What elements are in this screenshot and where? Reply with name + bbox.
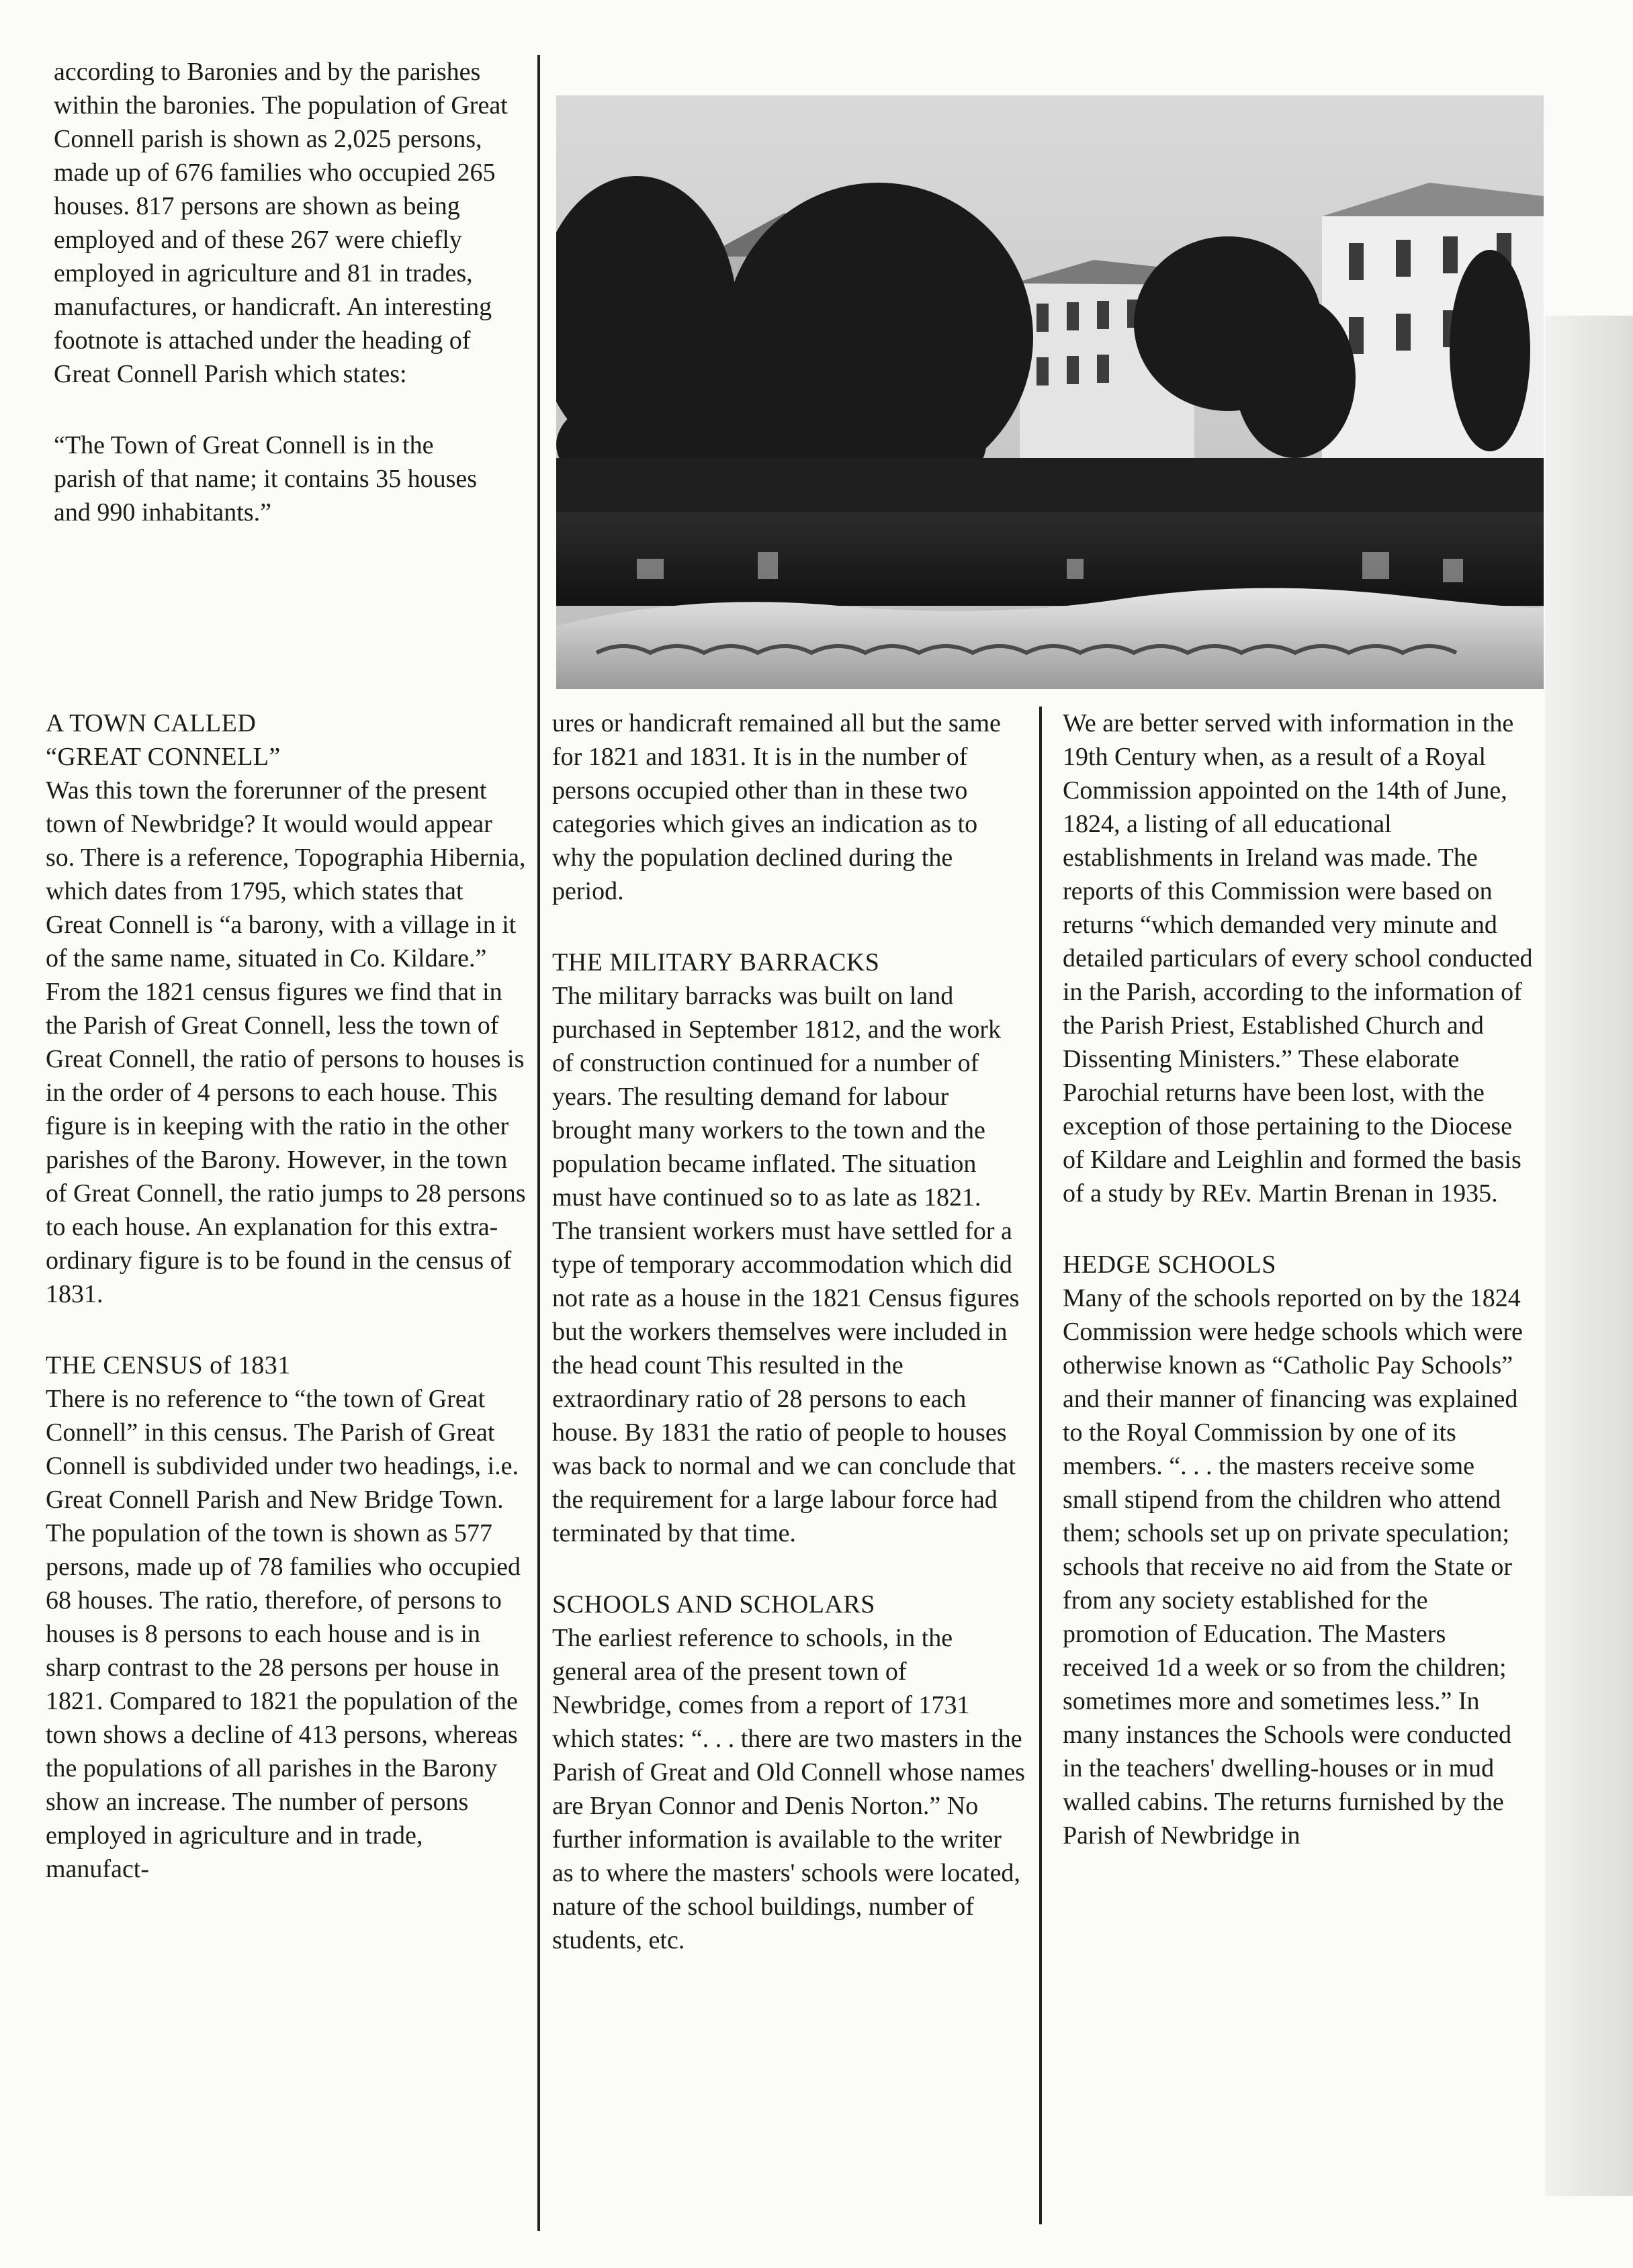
heading-census-1831: THE CENSUS of 1831 [46, 1351, 291, 1379]
paragraph-schools-and-scholars: The earliest reference to schools, in the general area of the present town of Newbridge, comes from a report of 1731 which states: “. . . there are two masters in the Parish of Great and Old Connell whose names are Bryan Connor and Denis Norton.” No further information is available to the writer as to where the masters' schools were located, nature of the school buildings, number of students, etc. [552, 1624, 1025, 1954]
paragraph-town-forerunner: Was this town the forerunner of the present town of Newbridge? It would would appear so. There is a reference, Topographia Hibernia, which dates from 1795, which states that Great Connell is “a barony, with a village in it of the same name, situated in Co. Kildare.” From the 1821 census figures we find that in the Parish of Great Connell, less the town of Great Connell, the ratio of persons to houses is in the order of 4 persons to each house. This figure is in keeping with the ratio in the other parishes of the Barony. However, in the town of Great Connell, the ratio jumps to 28 persons to each house. An explanation for this extra-ordinary figure is to be found in the census of 1831. [46, 776, 526, 1308]
heading-military-barracks: THE MILITARY BARRACKS [552, 948, 880, 977]
paragraph-royal-commission: We are better served with information in the 19th Century when, as a result of a Royal Commission appointed on the 14th of June, 1824, a listing of all educational establishments in Ireland was made. The reports of this Commission were based on returns “which demanded very minute and detailed particulars of every school conducted in the Parish, according to the information of the Parish Priest, Established Church and Dissenting Ministers.” These elaborate Parochial returns have been lost, with the exception of those pertaining to the Diocese of Kildare and Leighlin and formed the basis of a study by REv. Martin Brenan in 1935. [1063, 709, 1533, 1208]
paragraph-population: according to Baronies and by the parishes within the baronies. The population of Great Connell parish is shown as 2,025 persons, made up of 676 families who occupied 265 houses. 817 persons are shown as being employed and of these 267 were chiefly employed in agriculture and 81 in trades, manufactures, or handicraft. An interesting footnote is attached under the heading of Great Connell Parish which states: [54, 58, 508, 388]
quote-town-great-connell: “The Town of Great Connell is in the parish of that name; it contains 35 houses and 990 inhabitants.” [54, 431, 478, 527]
paragraph-hedge-schools: Many of the schools reported on by the 1824 Commission were hedge schools which were otherwise known as “Catholic Pay Schools” and their manner of financing was explained to the Royal Commission by one of its members. “. . . the masters receive some small stipend from the children who attend them; schools set up on private speculation; schools that receive no aid from the State or from any society established for the promotion of Education. The Masters received 1d a week or so from the children; sometimes more and sometimes less.” In many instances the Schools were conducted in the teachers' dwelling-houses or in mud walled cabins. The returns furnished by the Parish of Newbridge in [1063, 1284, 1523, 1850]
heading-town-called: A TOWN CALLED [46, 709, 257, 737]
heading-schools-and-scholars: SCHOOLS AND SCHOLARS [552, 1590, 875, 1619]
heading-hedge-schools: HEDGE SCHOOLS [1063, 1251, 1276, 1279]
column-1 [46, 707, 526, 1886]
column-2 [552, 707, 1026, 1957]
photo-church-and-barracks-by-river [556, 95, 1544, 689]
column-3 [1063, 707, 1533, 1852]
column-1-top [54, 55, 524, 529]
heading-great-connell: “GREAT CONNELL” [46, 743, 281, 771]
column-divider-left [537, 55, 540, 2231]
paragraph-military-barracks: The military barracks was built on land purchased in September 1812, and the work of construction continued for a number of years. The resulting demand for labour brought many workers to the town and the population became inflated. The situation must have continued so to as late as 1821. The transient workers must have settled for a type of temporary accommodation which did not rate as a house in the 1821 Census figures but the workers themselves were included in the head count This resulted in the extraordinary ratio of 28 persons to each house. By 1831 the ratio of people to houses was back to normal and we can conclude that the requirement for a large labour force had terminated by that time. [552, 982, 1020, 1547]
paragraph-census-1831: There is no reference to “the town of Great Connell” in this census. The Parish of Great Connell is subdivided under two headings, i.e. Great Connell Parish and New Bridge Town. The population of the town is shown as 577 persons, made up of 78 families who occupied 68 houses. The ratio, therefore, of persons to houses is 8 persons to each house and is in sharp contrast to the 28 persons per house in 1821. Compared to 1821 the population of the town shows a decline of 413 persons, whereas the populations of all parishes in the Barony show an increase. The number of persons employed in agriculture and in trade, manufact- [46, 1385, 521, 1883]
page-show-through [1545, 316, 1633, 2196]
paragraph-population-decline: ures or handicraft remained all but the same for 1821 and 1831. It is in the number of persons occupied other than in these two categories which gives an indication as to why the population declined during the period. [552, 709, 1001, 905]
column-divider-right [1039, 707, 1042, 2224]
